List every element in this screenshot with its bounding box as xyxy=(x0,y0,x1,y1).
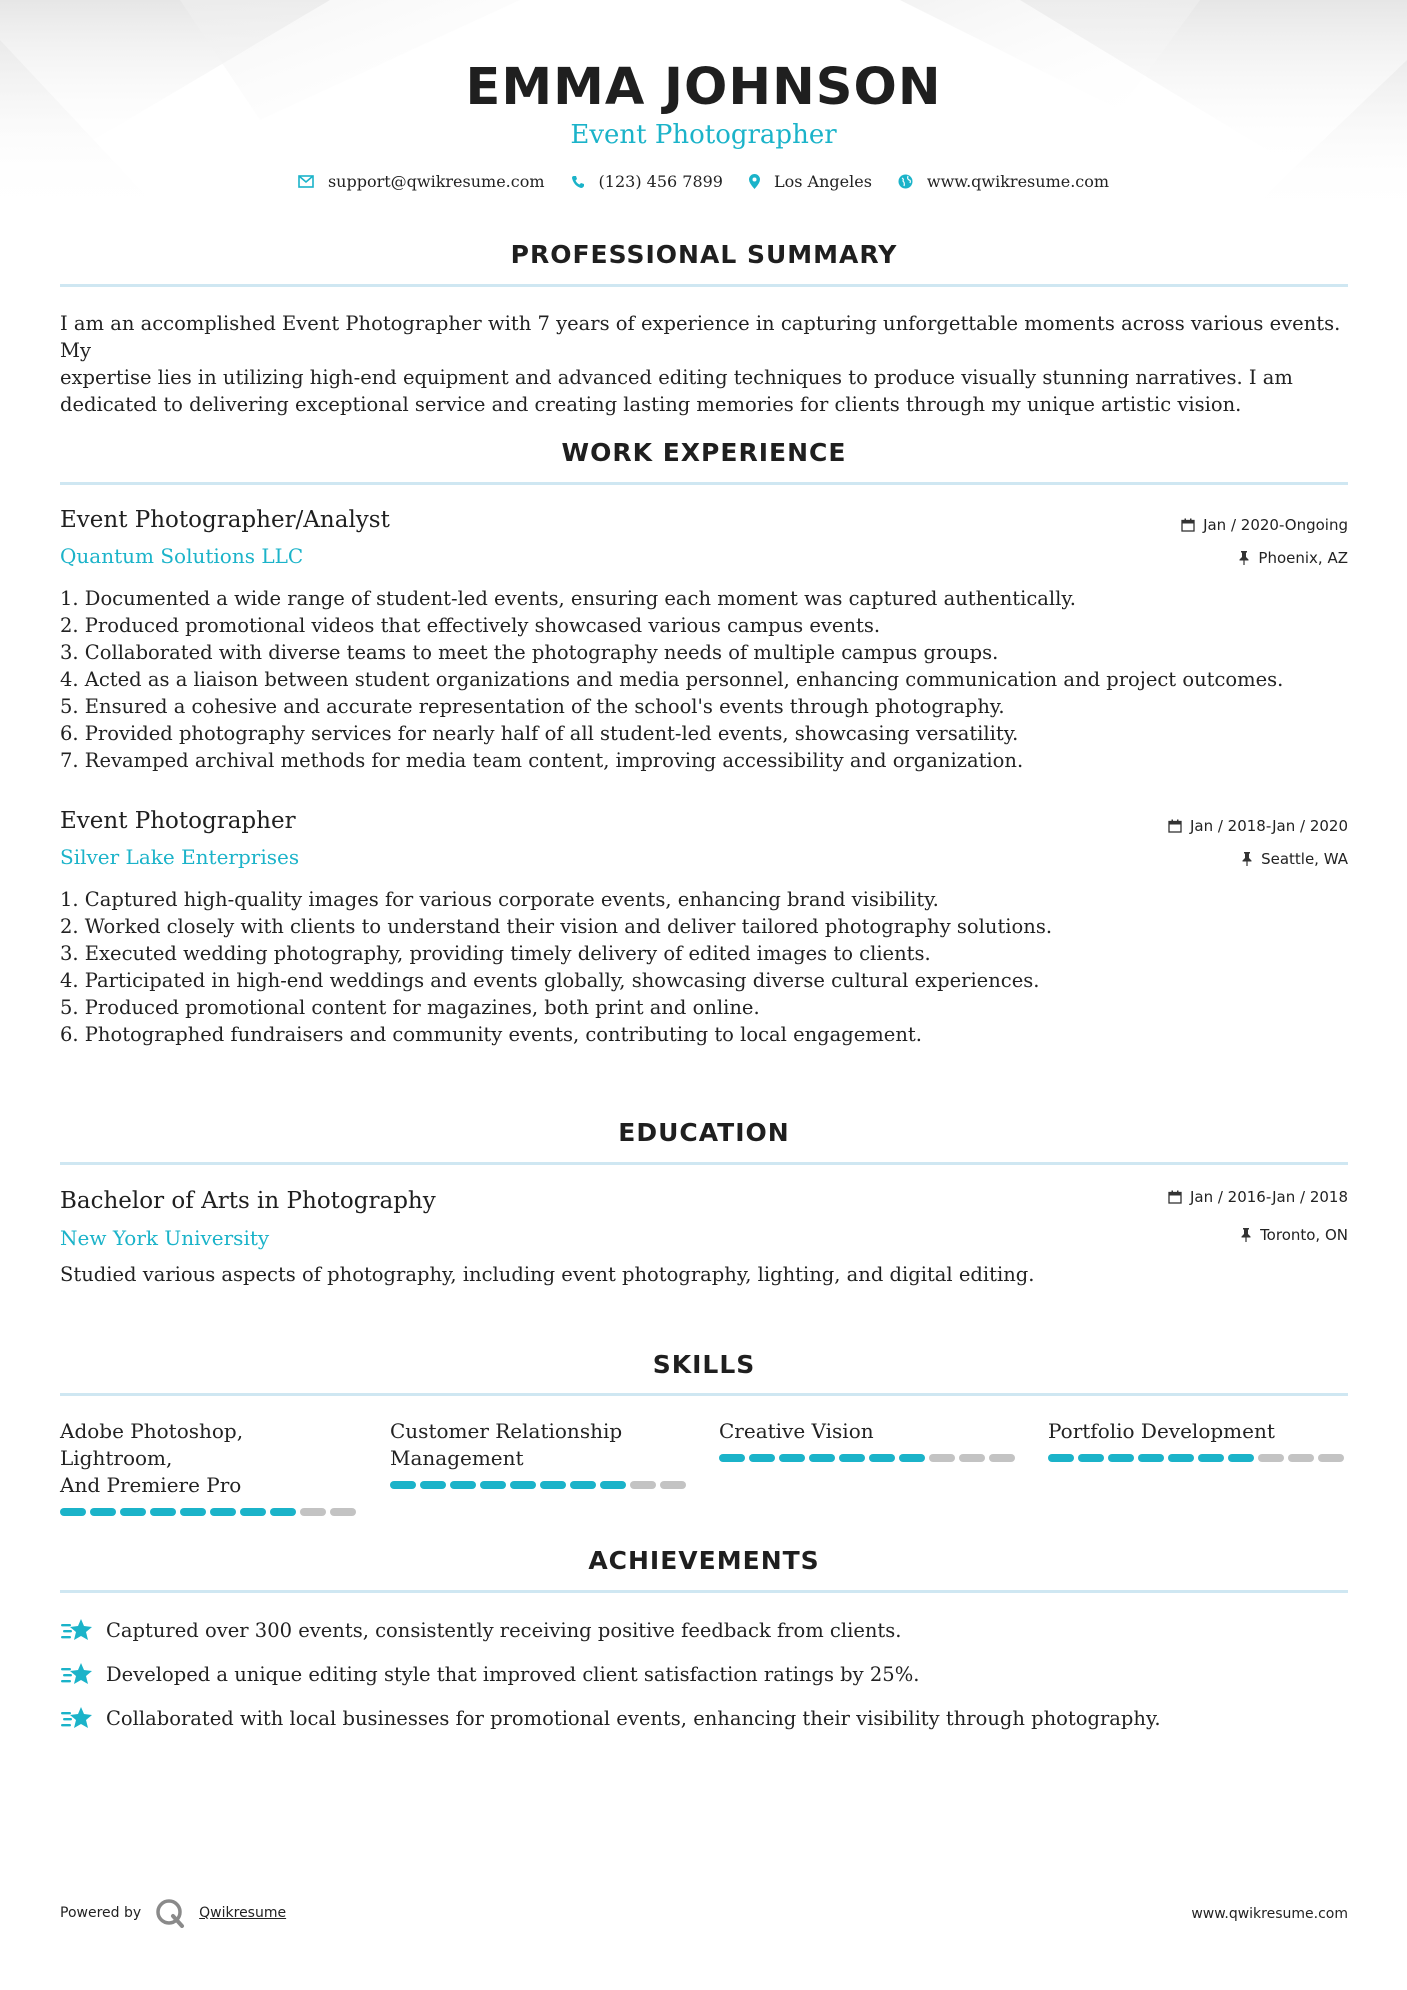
education-divider xyxy=(60,1162,1348,1165)
skill-level-segment-filled xyxy=(510,1481,536,1489)
contact-bar xyxy=(0,172,1407,191)
skill-level-segment-empty xyxy=(1258,1454,1284,1462)
skill-level-segment-filled xyxy=(450,1481,476,1489)
job-company: Quantum Solutions LLC xyxy=(60,544,304,568)
skill-level-segment-empty xyxy=(929,1454,955,1462)
shooting-star-icon xyxy=(60,1660,94,1688)
shooting-star-icon xyxy=(60,1704,94,1732)
skill-name-line: And Premiere Pro xyxy=(60,1473,242,1497)
skill-level-segment-filled xyxy=(90,1508,116,1516)
skill-item xyxy=(390,1418,690,1489)
job-dates-text: Jan / 2018-Jan / 2020 xyxy=(1189,817,1348,835)
job-bullet: 4. Participated in high-end weddings and events globally, showcasing diverse cultural experiences. xyxy=(60,969,1040,992)
job-bullet: 5. Produced promotional content for magazines, both print and online. xyxy=(60,996,760,1019)
job-bullet: 3. Collaborated with diverse teams to meet the photography needs of multiple campus groups. xyxy=(60,641,999,664)
job-title: Event Photographer xyxy=(60,808,296,834)
skill-level-segment-filled xyxy=(1138,1454,1164,1462)
achievement-text: Developed a unique editing style that improved client satisfaction ratings by 25%. xyxy=(106,1662,920,1686)
skill-level-segment-filled xyxy=(719,1454,745,1462)
skill-level-segment-empty xyxy=(330,1508,356,1516)
powered-by-label: Powered by xyxy=(60,1905,142,1921)
globe-icon xyxy=(898,174,913,189)
contact-website[interactable] xyxy=(898,172,1109,191)
skill-level-segment-empty xyxy=(630,1481,656,1489)
job-bullet: 7. Revamped archival methods for media team content, improving accessibility and organization. xyxy=(60,749,1024,772)
job-location-text: Seattle, WA xyxy=(1261,850,1348,868)
skills-divider xyxy=(60,1393,1348,1396)
skill-level-segment-filled xyxy=(480,1481,506,1489)
contact-email-text: support@qwikresume.com xyxy=(327,172,545,191)
contact-website-text: www.qwikresume.com xyxy=(926,172,1110,191)
skill-level-segment-filled xyxy=(390,1481,416,1489)
skill-item xyxy=(60,1418,360,1516)
skill-name-line: Management xyxy=(390,1446,524,1470)
contact-phone[interactable] xyxy=(571,172,723,191)
skill-level-segment-filled xyxy=(1228,1454,1254,1462)
calendar-icon xyxy=(1168,1190,1182,1204)
education-school: New York University xyxy=(60,1226,270,1250)
experience-divider xyxy=(60,482,1348,485)
job-bullet: 1. Captured high-quality images for various corporate events, enhancing brand visibility. xyxy=(60,888,939,911)
achievement-text: Captured over 300 events, consistently receiving positive feedback from clients. xyxy=(106,1618,902,1642)
experience-heading: WORK EXPERIENCE xyxy=(561,438,847,467)
skill-level-segment-filled xyxy=(210,1508,236,1516)
achievement-item xyxy=(60,1660,919,1688)
skill-level-segment-empty xyxy=(989,1454,1015,1462)
skill-level-segment-filled xyxy=(869,1454,895,1462)
candidate-name: EMMA JOHNSON xyxy=(465,58,942,117)
footer-powered-by xyxy=(60,1898,286,1928)
contact-location-text: Los Angeles xyxy=(773,172,872,191)
pushpin-icon xyxy=(1241,852,1253,866)
education-dates-text: Jan / 2016-Jan / 2018 xyxy=(1189,1188,1348,1206)
skill-name-line: Customer Relationship xyxy=(390,1419,623,1443)
job-bullet: 6. Photographed fundraisers and community events, contributing to local engagement. xyxy=(60,1023,922,1046)
skill-item xyxy=(1048,1418,1348,1462)
skill-level-segment-filled xyxy=(150,1508,176,1516)
education-dates xyxy=(1168,1188,1348,1206)
achievement-text: Collaborated with local businesses for promotional events, enhancing their visibility through photography. xyxy=(106,1706,1161,1730)
skill-level-bar xyxy=(1048,1454,1348,1462)
summary-divider xyxy=(60,284,1348,287)
skill-level-segment-filled xyxy=(1048,1454,1074,1462)
job-bullets xyxy=(60,585,1360,774)
skill-level-bar xyxy=(390,1481,690,1489)
summary-line: dedicated to delivering exceptional service and creating lasting memories for clients through my unique artistic vision. xyxy=(60,393,1242,416)
skill-level-segment-empty xyxy=(300,1508,326,1516)
job-dates xyxy=(1168,817,1348,835)
footer-website[interactable]: www.qwikresume.com xyxy=(1191,1906,1348,1922)
summary-heading: PROFESSIONAL SUMMARY xyxy=(510,240,898,269)
contact-email[interactable] xyxy=(298,172,545,191)
skill-name-line: Adobe Photoshop, Lightroom, xyxy=(60,1419,244,1470)
job-location xyxy=(1241,850,1348,868)
skill-level-segment-filled xyxy=(60,1508,86,1516)
envelope-icon xyxy=(298,175,314,188)
shooting-star-icon xyxy=(60,1616,94,1644)
skill-name xyxy=(1048,1418,1348,1445)
summary-line: expertise lies in utilizing high-end equipment and advanced editing techniques to produce visually stunning narratives. I am xyxy=(60,366,1293,389)
job-bullet: 2. Produced promotional videos that effectively showcased various campus events. xyxy=(60,614,881,637)
calendar-icon xyxy=(1168,819,1182,833)
job-bullet: 1. Documented a wide range of student-led events, ensuring each moment was captured authentically. xyxy=(60,587,1076,610)
job-location xyxy=(1238,549,1348,567)
phone-icon xyxy=(571,175,585,189)
skill-level-segment-filled xyxy=(1078,1454,1104,1462)
skill-level-segment-filled xyxy=(120,1508,146,1516)
skill-level-segment-filled xyxy=(420,1481,446,1489)
job-bullet: 6. Provided photography services for nearly half of all student-led events, showcasing versatility. xyxy=(60,722,1019,745)
job-dates xyxy=(1181,516,1348,534)
job-bullet: 5. Ensured a cohesive and accurate representation of the school's events through photography. xyxy=(60,695,1005,718)
education-location-text: Toronto, ON xyxy=(1260,1226,1348,1244)
skill-name-line: Portfolio Development xyxy=(1048,1419,1275,1443)
skill-level-segment-filled xyxy=(270,1508,296,1516)
job-location-text: Phoenix, AZ xyxy=(1258,549,1348,567)
contact-location xyxy=(749,172,872,191)
job-bullet: 2. Worked closely with clients to understand their vision and deliver tailored photography solutions. xyxy=(60,915,1053,938)
job-bullet: 4. Acted as a liaison between student organizations and media personnel, enhancing communication and project outcomes. xyxy=(60,668,1284,691)
education-description: Studied various aspects of photography, including event photography, lighting, and digital editing. xyxy=(60,1263,1035,1286)
skill-level-segment-empty xyxy=(1318,1454,1344,1462)
achievements-divider xyxy=(60,1590,1348,1593)
skill-item xyxy=(719,1418,1019,1462)
skill-level-segment-filled xyxy=(779,1454,805,1462)
education-heading: EDUCATION xyxy=(618,1118,790,1147)
achievement-item xyxy=(60,1616,901,1644)
skill-name xyxy=(390,1418,690,1472)
skill-level-segment-filled xyxy=(1168,1454,1194,1462)
qwikresume-logo-icon xyxy=(155,1898,185,1928)
job-dates-text: Jan / 2020-Ongoing xyxy=(1203,516,1348,534)
candidate-role: Event Photographer xyxy=(570,120,837,150)
skill-level-bar xyxy=(719,1454,1019,1462)
skills-heading: SKILLS xyxy=(652,1350,756,1379)
skill-level-segment-filled xyxy=(1108,1454,1134,1462)
skill-level-segment-filled xyxy=(540,1481,566,1489)
skill-name-line: Creative Vision xyxy=(719,1419,874,1443)
skill-level-segment-filled xyxy=(809,1454,835,1462)
skill-name xyxy=(60,1418,360,1499)
skill-level-segment-empty xyxy=(959,1454,985,1462)
skill-name xyxy=(719,1418,1019,1445)
skill-level-segment-filled xyxy=(180,1508,206,1516)
pushpin-icon xyxy=(1238,551,1250,565)
skill-level-segment-filled xyxy=(1198,1454,1224,1462)
job-bullets xyxy=(60,886,1360,1048)
job-company: Silver Lake Enterprises xyxy=(60,845,300,869)
map-pin-icon xyxy=(749,174,760,189)
summary-text xyxy=(60,310,1348,418)
skill-level-segment-filled xyxy=(600,1481,626,1489)
calendar-icon xyxy=(1181,518,1195,532)
skill-level-segment-empty xyxy=(660,1481,686,1489)
skill-level-segment-filled xyxy=(240,1508,266,1516)
job-title: Event Photographer/Analyst xyxy=(60,507,390,533)
skill-level-segment-filled xyxy=(839,1454,865,1462)
job-bullet: 3. Executed wedding photography, providing timely delivery of edited images to clients. xyxy=(60,942,931,965)
skill-level-segment-filled xyxy=(570,1481,596,1489)
skill-level-segment-filled xyxy=(899,1454,925,1462)
contact-phone-text: (123) 456 7899 xyxy=(598,172,723,191)
education-location xyxy=(1240,1226,1348,1244)
pushpin-icon xyxy=(1240,1228,1252,1242)
skill-level-segment-empty xyxy=(1288,1454,1314,1462)
qwikresume-link[interactable]: Qwikresume xyxy=(199,1905,287,1921)
skill-level-bar xyxy=(60,1508,360,1516)
education-degree: Bachelor of Arts in Photography xyxy=(60,1188,436,1214)
summary-line: I am an accomplished Event Photographer with 7 years of experience in capturing unforgettable moments across various events. My xyxy=(60,312,1341,362)
achievements-heading: ACHIEVEMENTS xyxy=(588,1546,820,1575)
achievement-item xyxy=(60,1704,1161,1732)
skill-level-segment-filled xyxy=(749,1454,775,1462)
